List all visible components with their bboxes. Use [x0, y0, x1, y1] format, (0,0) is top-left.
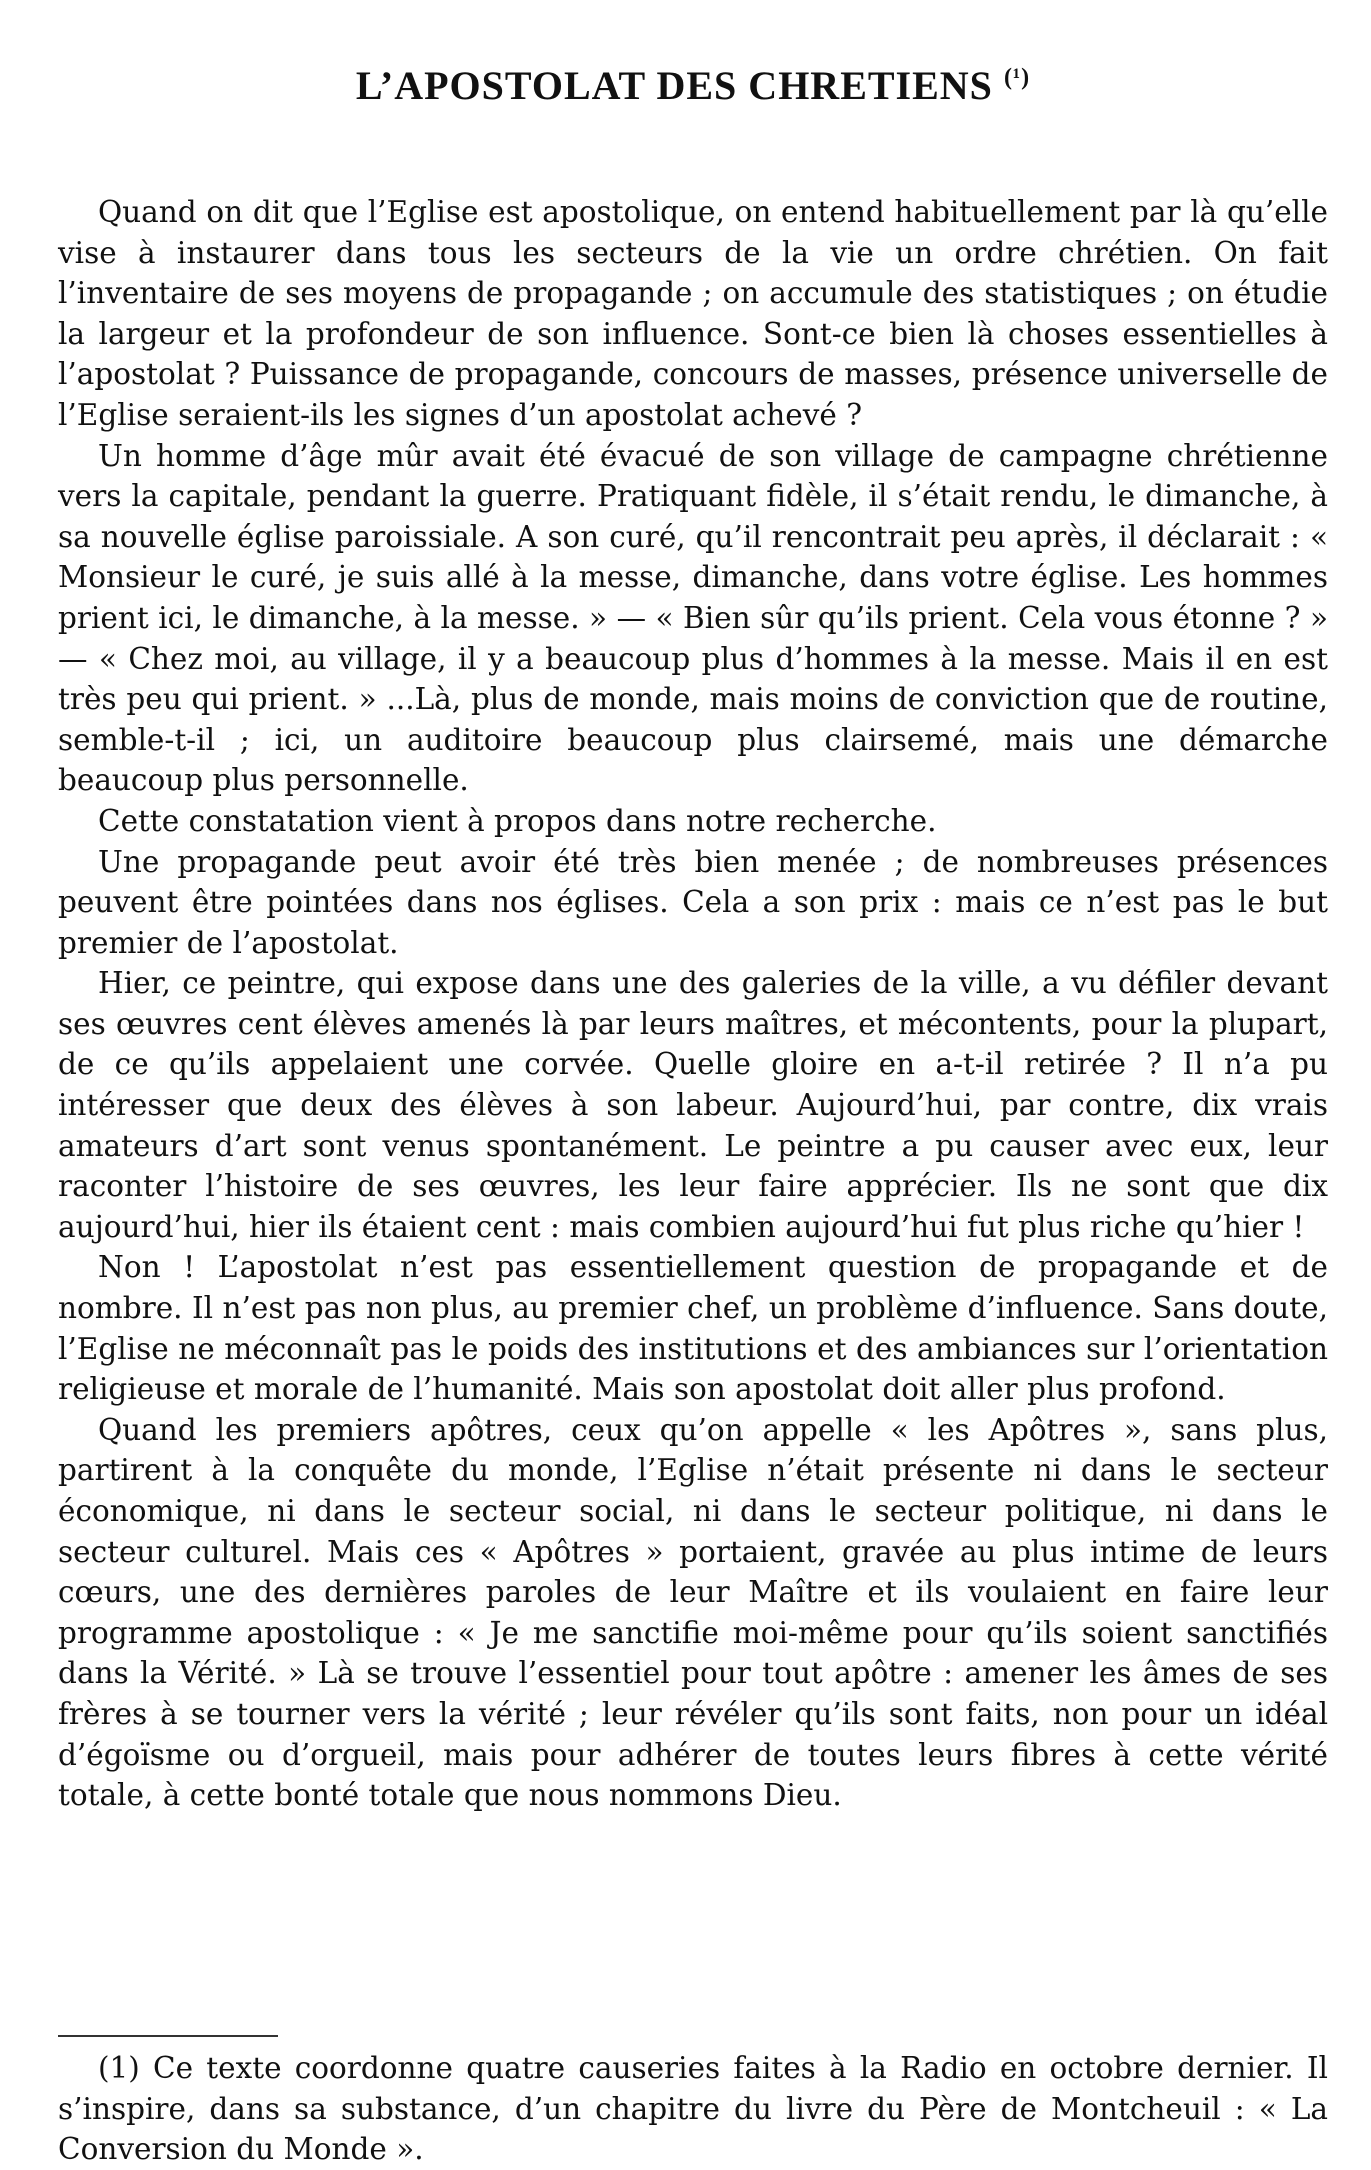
paragraph: Quand on dit que l’Eglise est apostolique, on entend habituellement par là qu’elle vise à instaurer dans tous les secteurs de la vie un ordre chrétien. On fait l’inventaire de ses moyens de propagande ; on accumule des statistiques ; on étudie la largeur et la profondeur de son influence. Sont-ce bien là choses essentielles à l’apostolat ? Puissance de propagande, concours de masses, présence universelle de l’Eglise seraient-ils les signes d’un apostolat achevé ? — [58, 195, 1328, 432]
title-footnote-marker: (¹) — [1003, 64, 1031, 91]
paragraph: Quand les premiers apôtres, ceux qu’on appelle « les Apôtres », sans plus, partirent à la conquête du monde, l’Eglise n’était présente ni dans le secteur économique, ni dans le secteur social, ni dans le secteur politique, ni dans le secteur culturel. Mais ces « Apôtres » portaient, gravée au plus intime de leurs cœurs, une des dernières paroles de leur Maître et ils voulaient en faire leur programme apostolique : « Je me sanctifie moi-même pour qu’ils soient sanctifiés dans la Vérité. » Là se trouve l’essentiel pour tout apôtre : amener les âmes de ses frères à se tourner vers la vérité ; leur révéler qu’ils sont faits, non pour un idéal d’égoïsme ou d’orgueil, mais pour adhérer de toutes leurs fibres à cette vérité totale, à cette bonté totale que nous nommons Dieu. — [58, 1412, 1328, 1813]
paragraph: Hier, ce peintre, qui expose dans une des galeries de la ville, a vu défiler devant ses œuvres cent élèves amenés là par leurs maîtres, et mécontents, pour la plupart, de ce qu’ils appelaient une corvée. Quelle gloire en a-t-il retirée ? Il n’a pu intéresser que deux des élèves à son labeur. Aujourd’hui, par contre, dix vrais amateurs d’art sont venus spontanément. Le peintre a pu causer avec eux, leur raconter l’histoire de ses œuvres, les leur faire apprécier. Ils ne sont que dix aujourd’hui, hier ils étaient cent : mais combien aujourd’hui fut plus riche qu’hier ! — [58, 966, 1328, 1244]
paragraph: Non ! L’apostolat n’est pas essentiellement question de propagande et de nombre. Il n’est pas non plus, au premier chef, un problème d’influence. Sans doute, l’Eglise ne méconnaît pas le poids des institutions et des ambiances sur l’orientation religieuse et morale de l’humanité. Mais son apostolat doit aller plus profond. — [58, 1250, 1328, 1407]
paragraph: Cette constatation vient à propos dans notre recherche. — [98, 803, 937, 838]
page-title — [58, 62, 1328, 109]
footnote-text: (1) Ce texte coordonne quatre causeries faites à la Radio en octobre dernier. Il s’inspire, dans sa substance, d’un chapitre du livre du Père de Montcheuil : « La Conversion du Monde ». — [58, 2051, 1328, 2167]
footnote-divider — [58, 2035, 278, 2037]
footnote — [58, 2048, 1328, 2170]
article-body — [58, 192, 1328, 1816]
paragraph: Une propagande peut avoir été très bien menée ; de nombreuses présences peuvent être pointées dans nos églises. Cela a son prix : mais ce n’est pas le but premier de l’apostolat. — [58, 844, 1328, 960]
document-page — [58, 0, 1328, 2167]
paragraph: Un homme d’âge mûr avait été évacué de son village de campagne chrétienne vers la capitale, pendant la guerre. Pratiquant fidèle, il s’était rendu, le dimanche, à sa nouvelle église paroissiale. A son curé, qu’il rencontrait peu après, il déclarait : « Monsieur le curé, je suis allé à la messe, dimanche, dans votre église. Les hommes prient ici, le dimanche, à la messe. » — « Bien sûr qu’ils prient. Cela vous étonne ? » — « Chez moi, au village, il y a beaucoup plus d’hommes à la messe. Mais il en est très peu qui prient. » ...Là, plus de monde, mais moins de conviction que de routine, semble-t-il ; ici, un auditoire beaucoup plus clairsemé, mais une démarche beaucoup plus personnelle. — [58, 438, 1328, 798]
title-text: L’APOSTOLAT DES CHRETIENS — [355, 63, 993, 108]
